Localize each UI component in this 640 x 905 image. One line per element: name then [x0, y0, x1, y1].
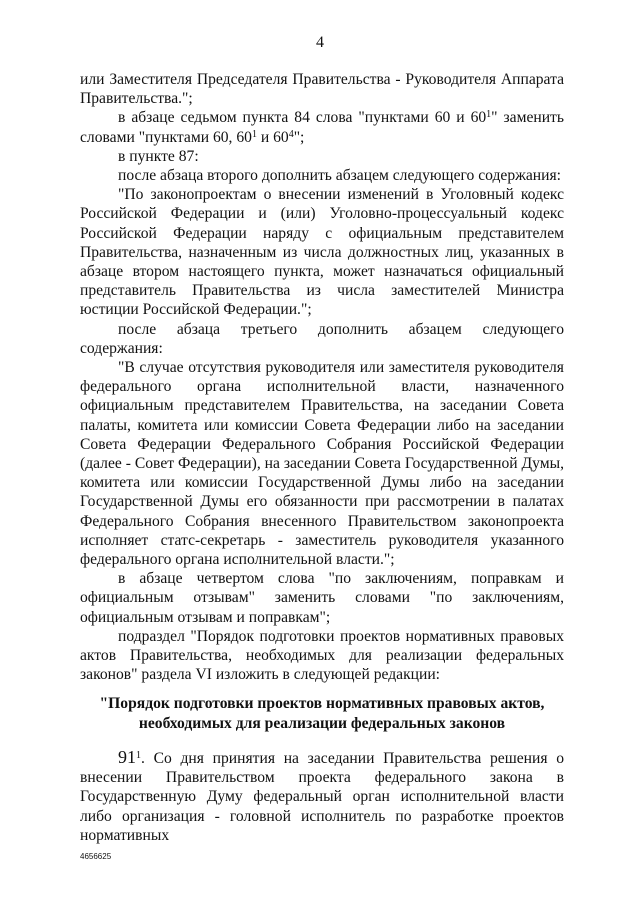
paragraph-8: в абзаце четвертом слова "по заключениям, поправкам и официальным отзывам" заменить словами "по заключениям, официальным отзывам и поправкам"; [80, 570, 564, 626]
clause-number: 91 [118, 747, 136, 767]
paragraph-6: после абзаца третьего дополнить абзацем следующего содержания: [80, 320, 564, 357]
clause-body: . Со дня принятия на заседании Правительства решения о внесении Правительством проекта федерального закона в Государственную Думу федеральный орган исполнительной власти либо организация - головной исполнитель по разработке проектов нормативных [80, 750, 564, 844]
clause-text [80, 748, 564, 845]
heading-line-1: "Порядок подготовки проектов нормативных правовых актов, [99, 695, 545, 712]
page-number: 4 [316, 34, 324, 51]
paragraph-5: "По законопроектам о внесении изменений в Уголовный кодекс Российской Федерации и (или) Уголовно-процессуальный кодекс Российской Федерации наряду с официальным представителем Правительства, назначенным из числа должностных лиц, указанных в абзаце втором настоящего пункта, может назначаться официальный представитель Правительства из числа заместителей Министра юстиции Российской Федерации."; [80, 186, 564, 319]
amendment-text [80, 70, 564, 685]
paragraph-9: подраздел "Порядок подготовки проектов нормативных правовых актов Правительства, необходимых для реализации федеральных законов" раздела VI изложить в следующей редакции: [80, 627, 564, 684]
paragraph-4: после абзаца второго дополнить абзацем следующего содержания: [118, 167, 562, 185]
paragraph-7: "В случае отсутствия руководителя или заместителя руководителя федерального органа исполнительной власти, назначенного официальным представителем Правительства, на заседании Совета палаты, комитета или комиссии Совета Федерации либо на заседании Совета Федерации Федерального Собрания Российской Федерации (далее - Совет Федерации), на заседании Совета Государственной Думы, комитета или комиссии Государственной Думы либо на заседании Государственной Думы его обязанности при рассмотрении в палатах Федерального Собрания внесенного Правительством законопроекта исполняет статс-секретарь - заместитель руководителя указанного федерального органа исполнительной власти."; [80, 359, 564, 569]
paragraph-1: или Заместителя Председателя Правительства - Руководителя Аппарата Правительства."; [80, 71, 564, 108]
heading-line-2: необходимых для реализации федеральных законов [138, 714, 506, 732]
subsection-heading [80, 694, 564, 733]
document-code: 4656625 [80, 852, 112, 861]
clause-number-sup: 1 [136, 750, 141, 761]
paragraph-2: в абзаце седьмом пункта 84 слова "пунктами 60 и $60^1$" заменить словами "пунктами 60, $60^1$ и $60^4$"; [80, 109, 564, 146]
clause-91-1 [80, 748, 564, 845]
paragraph-3: в пункте 87: [118, 147, 199, 165]
